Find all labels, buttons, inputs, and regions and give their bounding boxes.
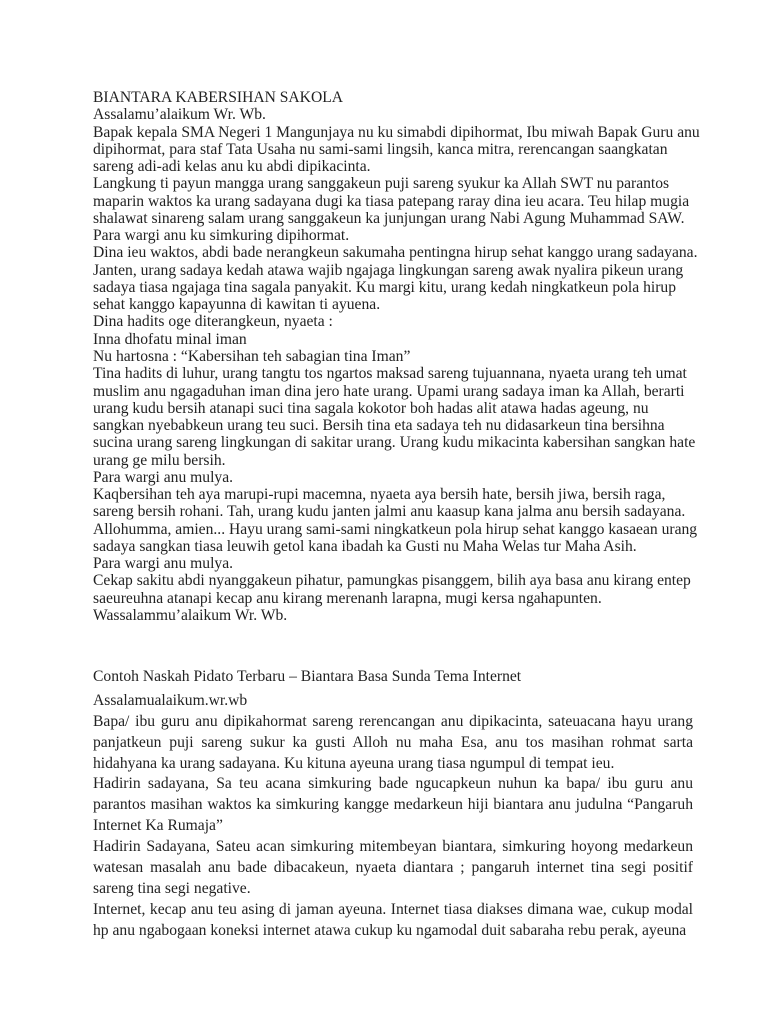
text-line: Hadirin sadayana, Sa teu acana simkuring bade ngucapkeun nuhun ka bapa/ ibu guru anu — [93, 775, 693, 793]
text-line: panjatkeun puji sareng sukur ka gusti Alloh nu maha Esa, anu tos masihan rohmat sarta — [93, 733, 693, 751]
text-line: parantos masihan waktos ka simkuring kangge medarkeun hiji biantara anu judulna “Pangaruh — [93, 796, 693, 814]
text-line: Internet, kecap anu teu asing di jaman ayeuna. Internet tiasa diakses dimana wae, cukup modal — [93, 900, 693, 918]
text-line: dipihormat, para staf Tata Usaha nu sami-sami lingsih, kanca mitra, rerencangan saangkatan — [93, 140, 668, 158]
text-line: Dina ieu waktos, abdi bade nerangkeun sakumaha pentingna hirup sehat kanggo urang sadayana. — [93, 244, 698, 262]
text-line: Para wargi anu mulya. — [93, 468, 234, 486]
speech-section-1 — [93, 89, 703, 624]
text-line: sareng adi-adi kelas anu ku abdi dipikacinta. — [93, 158, 371, 176]
text-line: hp anu ngabogaan koneksi internet atawa cukup ku ngamodal duit sabaraha rebu perak, ayeuna — [93, 921, 687, 939]
text-line: Assalamualaikum.wr.wb — [93, 691, 248, 709]
text-line: Para wargi anu ku simkuring dipihormat. — [93, 227, 350, 245]
text-line: watesan masalah anu bade dibacakeun, nyaeta diantara ; pangaruh internet tina segi positif — [93, 858, 693, 876]
text-line: sangkan nyebabkeun urang teu suci. Bersih tina eta sadaya teh nu didasarkeun tina bersihna — [93, 417, 665, 435]
text-line: Janten, urang sadaya kedah atawa wajib ngajaga lingkungan sareng awak nyalira pikeun urang — [93, 261, 684, 279]
text-line: Assalamu’alaikum Wr. Wb. — [93, 106, 266, 124]
text-line: sadaya sangkan tiasa leuwih getol kana ibadah ka Gusti nu Maha Welas tur Maha Asih. — [93, 537, 637, 555]
text-line: urang ge milu bersih. — [93, 451, 226, 469]
text-line: Allohumma, amien... Hayu urang sami-sami ningkatkeun pola hirup sehat kanggo kasaean urang — [93, 520, 698, 538]
speech-section-2 — [93, 667, 693, 941]
document-title: BIANTARA KABERSIHAN SAKOLA — [93, 89, 343, 106]
text-line: Langkung ti payun mangga urang sanggakeun puji sareng syukur ka Allah SWT nu parantos — [93, 175, 670, 193]
text-line: sadaya tiasa ngajaga tina sagala panyakit. Ku margi kitu, urang kedah ningkatkeun pola hirup — [93, 278, 676, 296]
text-line: Hadirin Sadayana, Sateu acan simkuring mitembeyan biantara, simkuring hoyong medarkeun — [93, 838, 693, 856]
text-line: sucina urang sareng lingkungan di sakitar urang. Urang kudu mikacinta kabersihan sangkan hate — [93, 434, 696, 452]
text-line: Internet Ka Rumaja” — [93, 817, 223, 835]
text-line: muslim anu ngagaduhan iman dina jero hate urang. Upami urang sadaya iman ka Allah, berarti — [93, 382, 685, 400]
text-line: saeureuhna atanapi kecap anu kirang merenanh larapna, mugi kersa ngahapunten. — [93, 589, 602, 607]
text-line: Cekap sakitu abdi nyanggakeun pihatur, pamungkas pisanggem, bilih aya basa anu kirang entep — [93, 572, 691, 590]
text-line: Tina hadits di luhur, urang tangtu tos ngartos maksad sareng tujuannana, nyaeta urang teh umat — [93, 365, 687, 383]
text-line: Para wargi anu mulya. — [93, 555, 234, 573]
text-line: Inna dhofatu minal iman — [93, 330, 247, 348]
section-2-title: Contoh Naskah Pidato Terbaru – Biantara Basa Sunda Tema Internet — [93, 668, 522, 686]
text-line: sehat kanggo kapayunna di kawitan ti ayuena. — [93, 296, 381, 314]
text-line: Nu hartosna : “Kabersihan teh sabagian tina Iman” — [93, 347, 411, 365]
text-line: Wassalammu’alaikum Wr. Wb. — [93, 606, 288, 624]
text-line: shalawat sinareng salam urang sanggakeun ka junjungan urang Nabi Agung Muhammad SAW. — [93, 209, 685, 227]
text-line: Kaqbersihan teh aya marupi-rupi macemna, nyaeta aya bersih hate, bersih jiwa, bersih raga, — [93, 486, 666, 504]
text-line: Bapa/ ibu guru anu dipikahormat sareng rerencangan anu dipikacinta, sateuacana hayu urang — [93, 712, 693, 730]
text-line: Bapak kepala SMA Negeri 1 Mangunjaya nu ku simabdi dipihormat, Ibu miwah Bapak Guru anu — [93, 123, 700, 141]
text-line: maparin waktos ka urang sadayana dugi ka tiasa patepang raray dina ieu acara. Teu hilap mugia — [93, 192, 690, 210]
text-line: Dina hadits oge diterangkeun, nyaeta : — [93, 313, 333, 331]
text-line: hidahyana ka urang sadayana. Ku kituna ayeuna urang tiasa ngumpul di tempat ieu. — [93, 754, 615, 772]
text-line: sareng tina segi negative. — [93, 879, 251, 897]
text-line: sareng bersih rohani. Tah, urang kudu janten jalmi anu kaasup kana jalma anu bersih sadayana. — [93, 503, 686, 521]
text-line: urang kudu bersih atanapi suci tina sagala kokotor boh hadas alit atawa hadas ageung, nu — [93, 399, 649, 417]
